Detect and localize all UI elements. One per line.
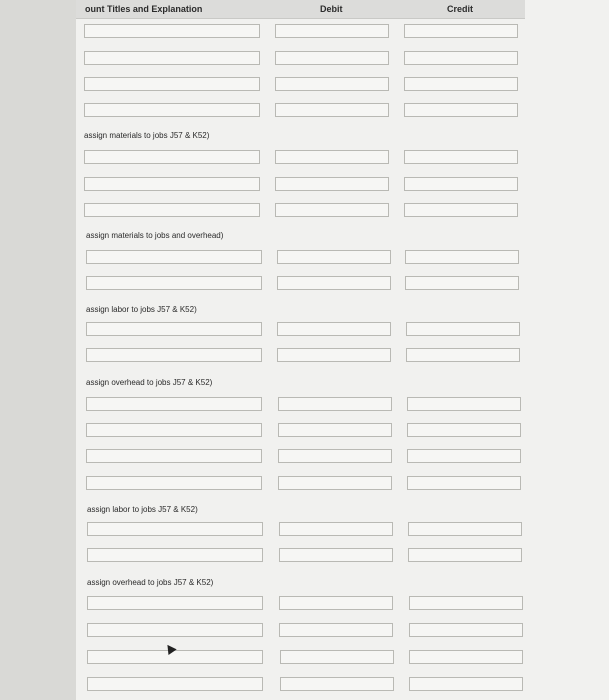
credit-input[interactable]: [406, 348, 520, 362]
account-title-input[interactable]: [86, 276, 262, 290]
debit-input[interactable]: [275, 177, 389, 191]
account-title-input[interactable]: [86, 397, 262, 411]
credit-input[interactable]: [409, 677, 523, 691]
debit-header: Debit: [320, 4, 343, 14]
account-title-input[interactable]: [87, 677, 263, 691]
credit-input[interactable]: [409, 650, 523, 664]
account-title-input[interactable]: [86, 348, 262, 362]
debit-input[interactable]: [277, 322, 391, 336]
debit-input[interactable]: [275, 103, 389, 117]
account-title-input[interactable]: [84, 177, 260, 191]
debit-input[interactable]: [275, 77, 389, 91]
debit-input[interactable]: [280, 677, 394, 691]
account-titles-header: ount Titles and Explanation: [85, 4, 203, 14]
debit-input[interactable]: [275, 150, 389, 164]
credit-input[interactable]: [408, 522, 522, 536]
credit-header: Credit: [447, 4, 474, 14]
debit-input[interactable]: [278, 423, 392, 437]
account-title-input[interactable]: [84, 77, 260, 91]
debit-input[interactable]: [278, 476, 392, 490]
debit-input[interactable]: [277, 250, 391, 264]
debit-input[interactable]: [275, 203, 389, 217]
debit-input[interactable]: [277, 276, 391, 290]
account-title-input[interactable]: [86, 449, 262, 463]
credit-input[interactable]: [406, 322, 520, 336]
credit-input[interactable]: [404, 203, 518, 217]
credit-input[interactable]: [407, 397, 521, 411]
account-title-input[interactable]: [87, 596, 263, 610]
credit-input[interactable]: [407, 449, 521, 463]
entry-explanation: assign labor to jobs J57 & K52): [87, 505, 198, 514]
account-title-input[interactable]: [84, 150, 260, 164]
entry-explanation: assign materials to jobs and overhead): [86, 231, 224, 240]
debit-input[interactable]: [275, 51, 389, 65]
account-title-input[interactable]: [84, 51, 260, 65]
account-title-input[interactable]: [86, 476, 262, 490]
debit-input[interactable]: [275, 24, 389, 38]
debit-input[interactable]: [279, 623, 393, 637]
debit-input[interactable]: [279, 522, 393, 536]
debit-input[interactable]: [278, 449, 392, 463]
account-title-input[interactable]: [84, 103, 260, 117]
account-title-input[interactable]: [84, 203, 260, 217]
credit-input[interactable]: [404, 177, 518, 191]
account-title-input[interactable]: [87, 548, 263, 562]
debit-input[interactable]: [277, 348, 391, 362]
credit-input[interactable]: [404, 150, 518, 164]
credit-input[interactable]: [404, 51, 518, 65]
credit-input[interactable]: [408, 548, 522, 562]
debit-input[interactable]: [278, 397, 392, 411]
credit-input[interactable]: [407, 423, 521, 437]
credit-input[interactable]: [404, 77, 518, 91]
account-title-input[interactable]: [86, 423, 262, 437]
account-title-input[interactable]: [87, 623, 263, 637]
credit-input[interactable]: [409, 623, 523, 637]
entry-explanation: assign overhead to jobs J57 & K52): [87, 578, 214, 587]
credit-input[interactable]: [405, 250, 519, 264]
credit-input[interactable]: [404, 24, 518, 38]
entry-explanation: assign materials to jobs J57 & K52): [84, 131, 210, 140]
debit-input[interactable]: [279, 548, 393, 562]
entry-explanation: assign overhead to jobs J57 & K52): [86, 378, 213, 387]
account-title-input[interactable]: [87, 522, 263, 536]
debit-input[interactable]: [279, 596, 393, 610]
account-title-input[interactable]: [86, 322, 262, 336]
credit-input[interactable]: [409, 596, 523, 610]
credit-input[interactable]: [407, 476, 521, 490]
debit-input[interactable]: [280, 650, 394, 664]
account-title-input[interactable]: [84, 24, 260, 38]
account-title-input[interactable]: [86, 250, 262, 264]
credit-input[interactable]: [404, 103, 518, 117]
entry-explanation: assign labor to jobs J57 & K52): [86, 305, 197, 314]
credit-input[interactable]: [405, 276, 519, 290]
account-title-input[interactable]: [87, 650, 263, 664]
